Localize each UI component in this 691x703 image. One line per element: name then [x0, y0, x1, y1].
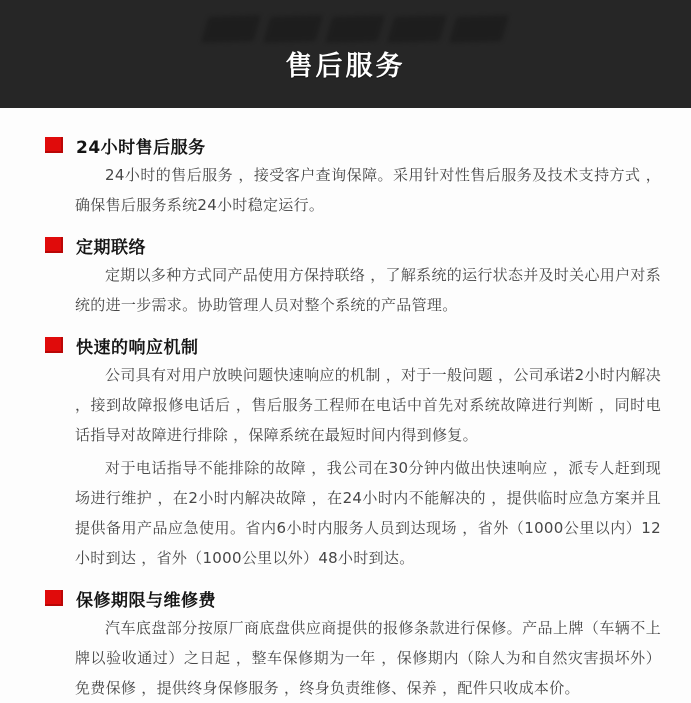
- header-watermark: [205, 16, 505, 42]
- section-24h-service: [0, 133, 691, 220]
- section-fast-response: [0, 333, 691, 573]
- section-heading-row: [0, 233, 691, 257]
- section-paragraph: 定期以多种方式同产品使用方保持联络 ，了解系统的运行状态并及时关心用户对系统的进一步需求。协助管理人员对整个系统的产品管理。: [75, 266, 661, 314]
- section-paragraph: 公司具有对用户放映问题快速响应的机制 ，对于一般问题 ，公司承诺2小时内解决 ，接到故障报修电话后 ，售后服务工程师在电话中首先对系统故障进行判断 ，同时电话指导对故障进行排除 ，保障系统在最短时间内得到修复。: [75, 366, 661, 444]
- section-heading-row: [0, 333, 691, 357]
- section-warranty: [0, 586, 691, 703]
- section-heading: 定期联络: [76, 237, 146, 258]
- section-heading: 快速的响应机制: [76, 337, 199, 358]
- section-heading: 24小时售后服务: [76, 137, 206, 158]
- header-banner: [0, 0, 691, 108]
- red-square-bullet-icon: [45, 337, 63, 353]
- section-heading: 保修期限与维修费: [76, 590, 216, 611]
- red-square-bullet-icon: [45, 237, 63, 253]
- page-title: 售后服务: [285, 50, 406, 82]
- red-square-bullet-icon: [45, 590, 63, 606]
- section-regular-contact: [0, 233, 691, 320]
- section-paragraph: 对于电话指导不能排除的故障 ，我公司在30分钟内做出快速响应 ，派专人赶到现场进行维护 ，在2小时内解决故障 ，在24小时内不能解决的 ，提供临时应急方案并且提供备用产品应急使用。省内6小时内服务人员到达现场 ，省外（1000公里以内）12小时到达 ，省外（1000公里以外）48小时到达。: [75, 459, 661, 567]
- section-heading-row: [0, 586, 691, 610]
- section-paragraph: 24小时的售后服务 ，接受客户查询保障。采用针对性售后服务及技术支持方式 ，确保售后服务系统24小时稳定运行。: [75, 166, 661, 214]
- section-heading-row: [0, 133, 691, 157]
- section-paragraph: 汽车底盘部分按原厂商底盘供应商提供的报修条款进行保修。产品上牌（车辆不上牌以验收通过）之日起 ，整车保修期为一年 ，保修期内（除人为和自然灾害损坏外）免费保修 ，提供终身保修服务 ，终身负责维修、保养 ，配件只收成本价。: [75, 619, 661, 697]
- content-area: [0, 108, 691, 703]
- red-square-bullet-icon: [45, 137, 63, 153]
